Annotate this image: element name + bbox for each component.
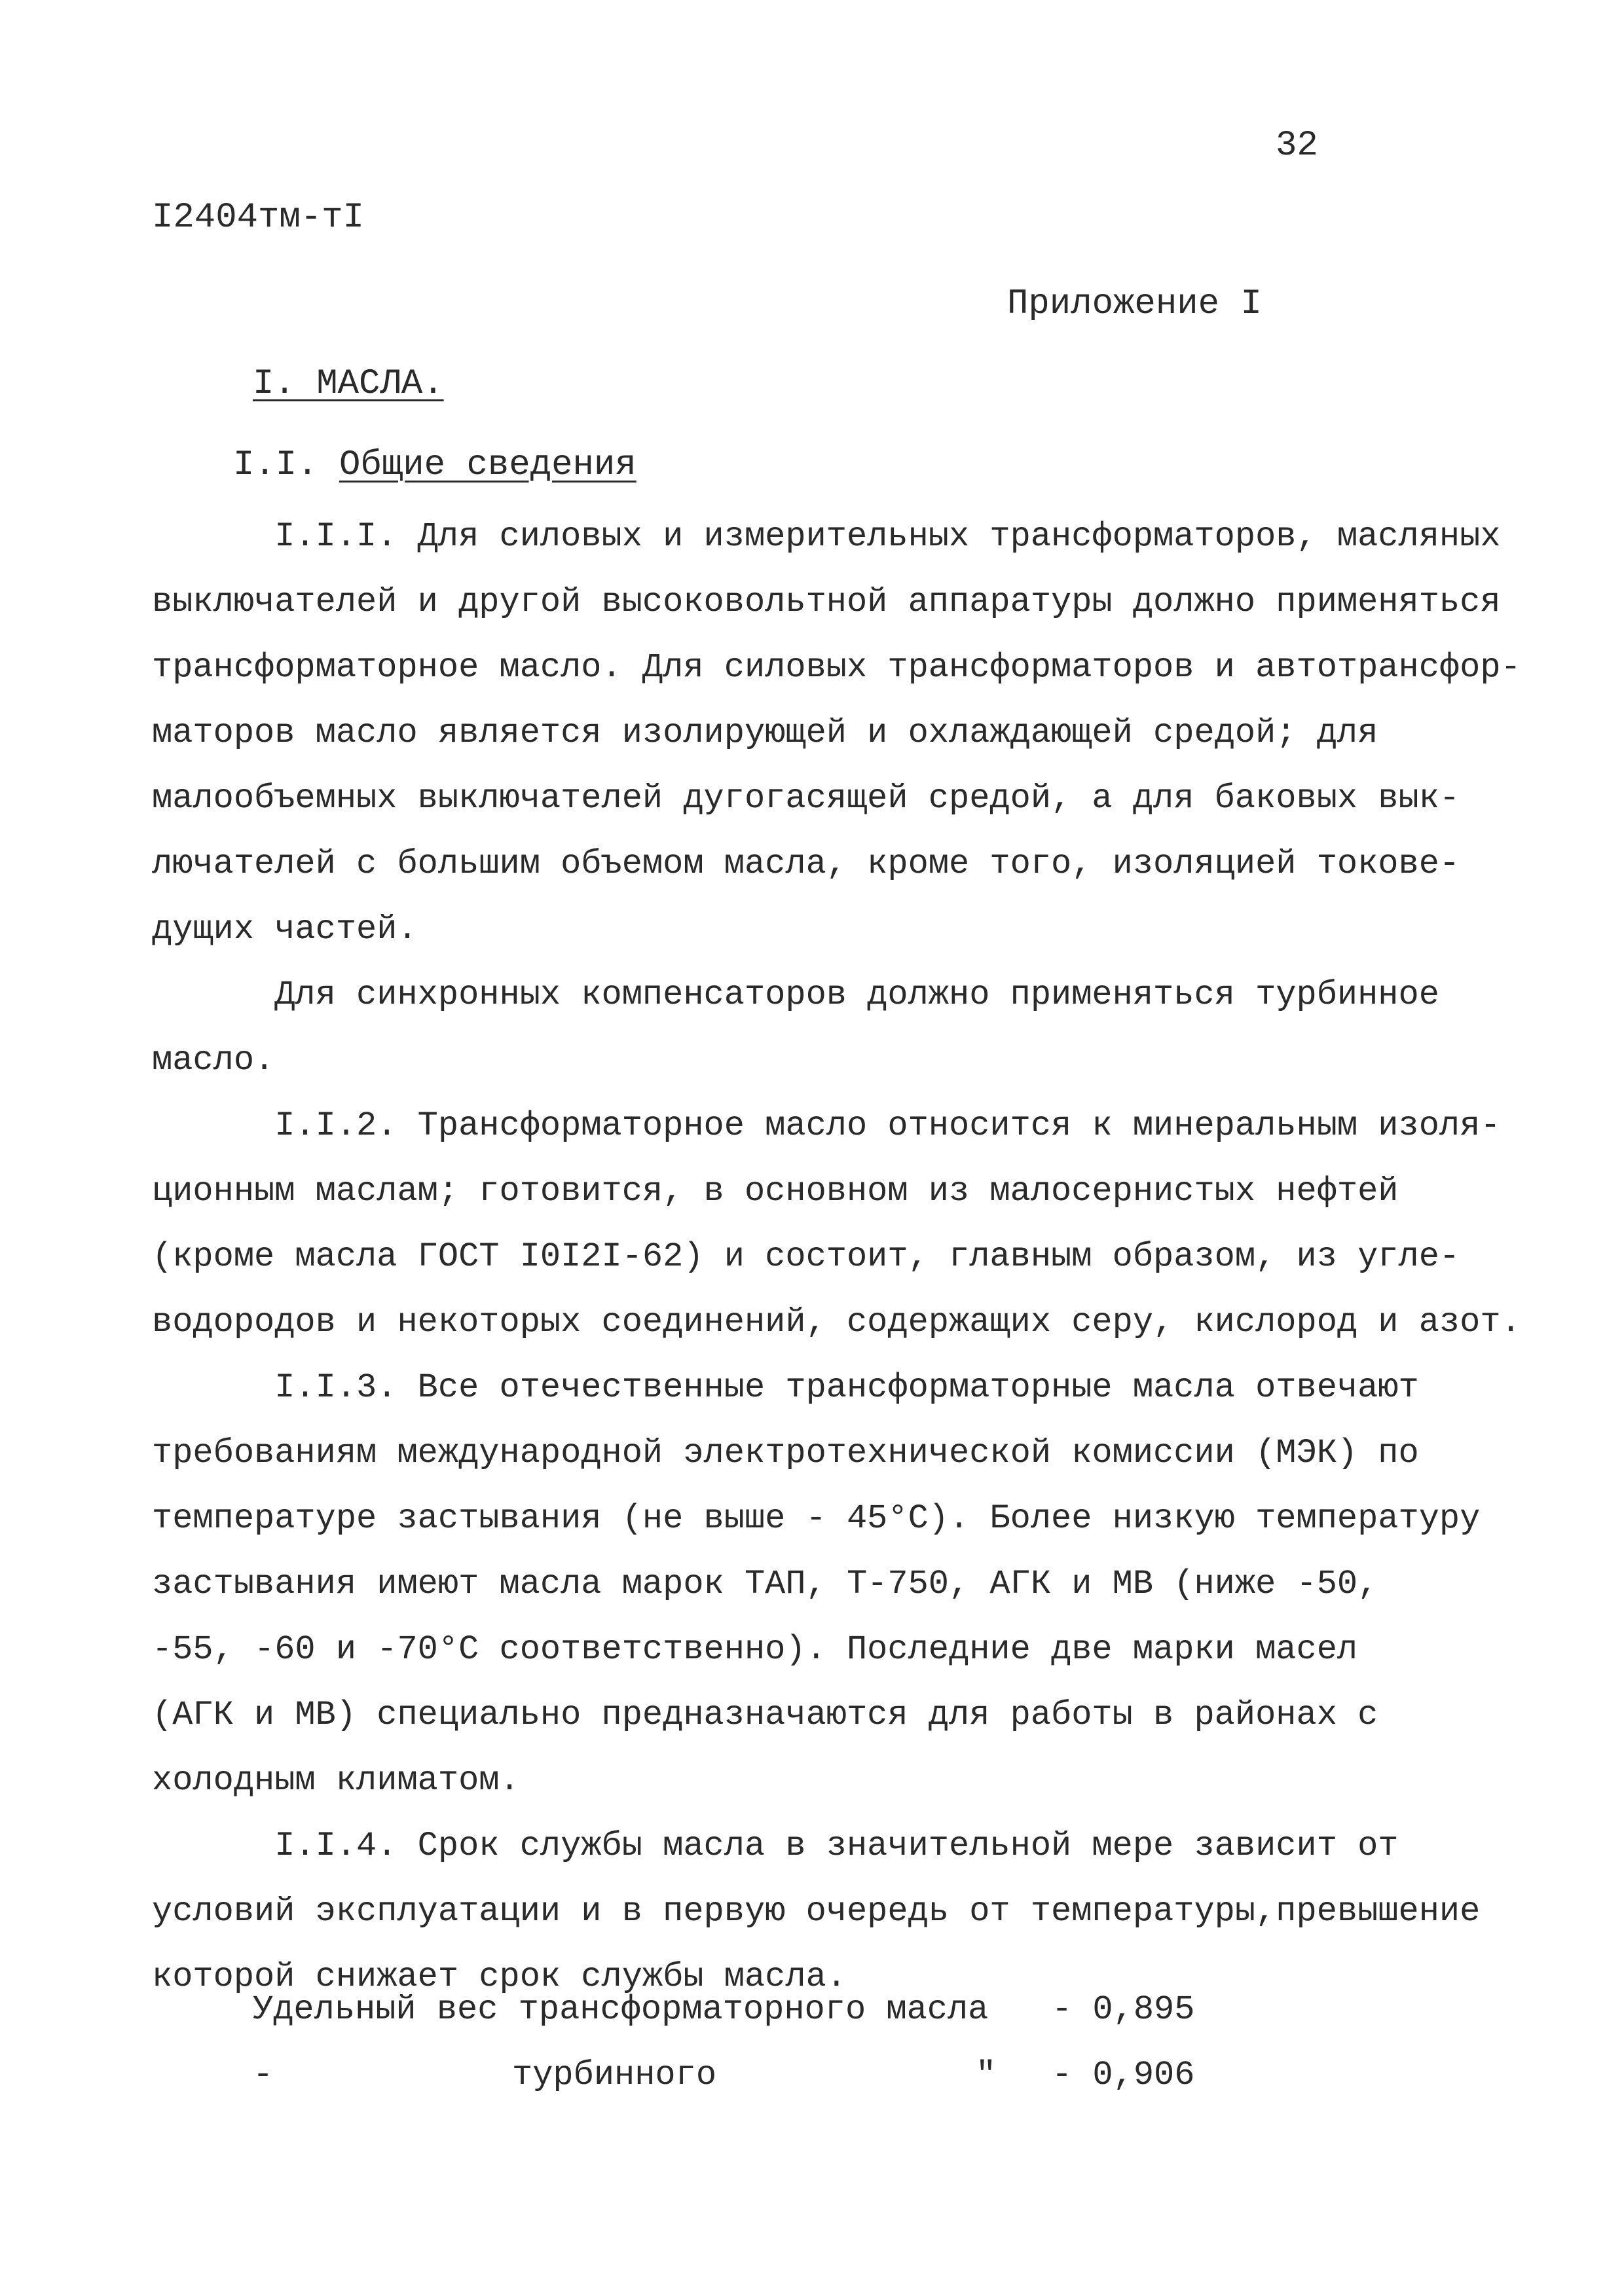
section-heading: I. МАСЛА. bbox=[253, 364, 444, 404]
weight-value: - 0,906 bbox=[1052, 2056, 1195, 2094]
text-line: маторов масло является изолирующей и охлаждающей средой; для bbox=[152, 714, 1378, 752]
table-row bbox=[253, 1990, 1431, 2056]
text-line: I.I.2. Трансформаторное масло относится к минеральным изоля- bbox=[152, 1106, 1501, 1145]
text-line: холодным климатом. bbox=[152, 1761, 520, 1800]
weight-label: турбинного bbox=[512, 2056, 717, 2094]
text-line: (АГК и МВ) специально предназначаются для работы в районах с bbox=[152, 1696, 1378, 1734]
text-line: выключателей и другой высоковольтной аппаратуры должно применяться bbox=[152, 583, 1501, 621]
ditto-dash: - bbox=[253, 2056, 274, 2094]
text-line: водородов и некоторых соединений, содержащих серу, кислород и азот. bbox=[152, 1303, 1521, 1341]
paragraph-1-1-1 bbox=[152, 504, 1521, 962]
weight-label: Удельный вес трансформаторного масла bbox=[253, 1990, 989, 2029]
table-row bbox=[253, 2056, 1431, 2121]
subsection-title: Общие сведения bbox=[339, 445, 637, 485]
subsection-number: I.I. bbox=[233, 445, 318, 485]
specific-weight-table bbox=[253, 1990, 1431, 2121]
text-line: трансформаторное масло. Для силовых трансформаторов и автотрансфор- bbox=[152, 648, 1521, 687]
appendix-label: Приложение I bbox=[1007, 284, 1262, 324]
text-line: -55, -60 и -70°С соответственно). Последние две марки масел bbox=[152, 1630, 1358, 1669]
text-line: масло. bbox=[152, 1041, 275, 1080]
text-line: I.I.3. Все отечественные трансформаторные масла отвечают bbox=[152, 1368, 1419, 1407]
text-line: условий эксплуатации и в первую очередь от температуры,превышение bbox=[152, 1892, 1481, 1931]
subsection-heading bbox=[233, 445, 637, 485]
text-line: (кроме масла ГОСТ I0I2I-62) и состоит, главным образом, из угле- bbox=[152, 1237, 1460, 1276]
paragraph-1-1-3 bbox=[152, 1355, 1488, 1813]
text-line: требованиям международной электротехнической комиссии (МЭК) по bbox=[152, 1434, 1419, 1472]
page-number: 32 bbox=[1276, 126, 1318, 166]
paragraph-1-1-4 bbox=[152, 1813, 1488, 2010]
text-line: малообъемных выключателей дугогасящей средой, а для баковых вык- bbox=[152, 779, 1460, 818]
text-line: Для синхронных компенсаторов должно применяться турбинное bbox=[152, 975, 1439, 1014]
ditto-mark: " bbox=[976, 2056, 997, 2094]
text-line: температуре застывания (не выше - 45°С). Более низкую температуру bbox=[152, 1499, 1481, 1538]
text-line: I.I.I. Для силовых и измерительных трансформаторов, масляных bbox=[152, 517, 1501, 556]
text-line: дущих частей. bbox=[152, 910, 418, 949]
text-line: лючателей с большим объемом масла, кроме того, изоляцией токове- bbox=[152, 845, 1460, 883]
text-line: которой снижает срок службы масла. bbox=[152, 1958, 847, 1996]
weight-value: - 0,895 bbox=[1052, 1990, 1195, 2029]
body-text bbox=[152, 504, 1521, 2010]
paragraph-1-1-2 bbox=[152, 1093, 1521, 1355]
text-line: I.I.4. Срок службы масла в значительной мере зависит от bbox=[152, 1827, 1399, 1865]
text-line: ционным маслам; готовится, в основном из малосернистых нефтей bbox=[152, 1172, 1399, 1211]
document-code: I2404тм-тI bbox=[152, 198, 365, 238]
text-line: застывания имеют масла марок ТАП, Т-750, АГК и МВ (ниже -50, bbox=[152, 1565, 1378, 1603]
paragraph-synchronous-compensators bbox=[152, 962, 1488, 1093]
